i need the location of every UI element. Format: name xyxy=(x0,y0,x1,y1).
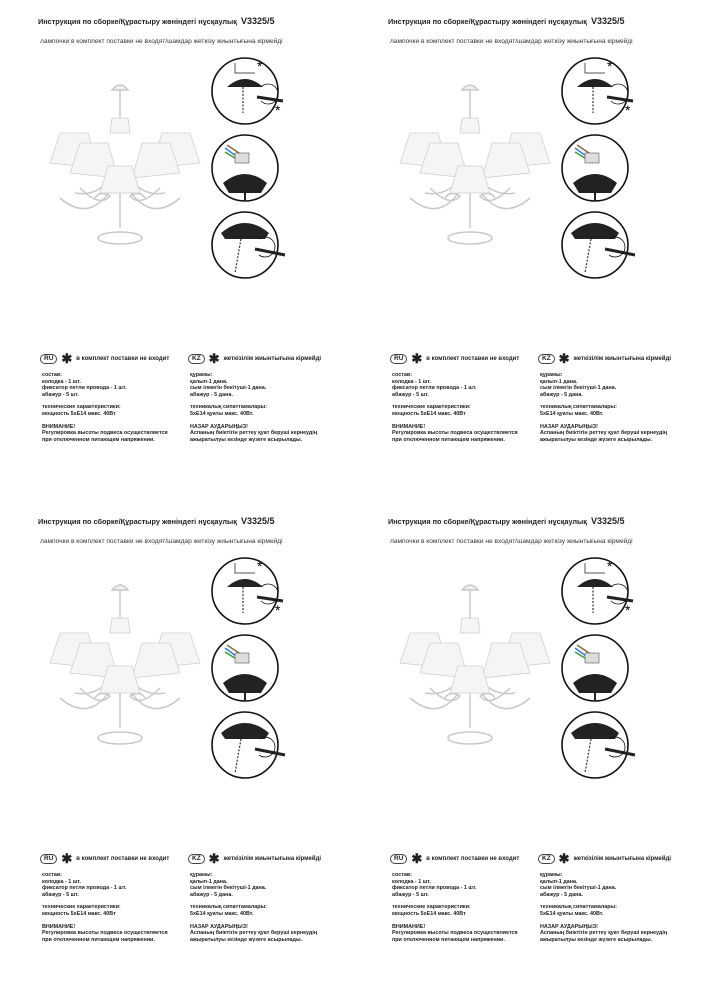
kz-note xyxy=(538,351,672,366)
ru-star-note: в комплект поставки не входит xyxy=(76,356,170,362)
spec-line: технические характеристики: xyxy=(42,404,121,411)
ceiling-hook-icon xyxy=(562,58,633,124)
spec-line: қалып-1 дана. xyxy=(190,878,228,885)
spec-line: абажур - 5 шт. xyxy=(42,391,79,398)
spec-line: құрамы: xyxy=(190,872,213,878)
svg-text:*: * xyxy=(607,58,613,74)
sheet-subtitle: лампочки в комплект поставки не входят/шамдар жеткізу жиынтығына кірмейді xyxy=(40,538,283,545)
ru-badge: RU xyxy=(390,354,407,364)
spec-line: при отключенном питающем напряжении. xyxy=(42,436,155,443)
ru-badge: RU xyxy=(40,854,57,864)
spec-line: состав: xyxy=(42,872,62,878)
ru-badge: RU xyxy=(390,854,407,864)
warning-title: ВНИМАНИЕ! xyxy=(392,423,426,430)
svg-text:*: * xyxy=(275,102,281,118)
kz-specs xyxy=(190,872,317,943)
ru-star-note: в комплект поставки не входит xyxy=(76,856,170,862)
spec-line: қалып-1 дана. xyxy=(540,878,578,885)
kz-specs xyxy=(190,372,317,443)
spec-line: абажур - 5 дана. xyxy=(190,391,233,398)
asterisk-icon: ✱ xyxy=(61,351,73,366)
spec-line: сым ілмегін бекітуші-1 дана. xyxy=(540,885,617,892)
assembly-steps xyxy=(555,53,645,283)
warning-title: НАЗАР АУДАРЫҢЫЗ! xyxy=(540,923,598,930)
spec-line: состав: xyxy=(392,872,412,878)
sheet-title: Инструкция по сборке/Құрастыру жөніндегі нұсқаулық V3325/5 xyxy=(38,516,275,526)
spec-line: 5хЕ14 қуаты макс. 40Вт. xyxy=(540,910,604,917)
spec-line: абажур - 5 дана. xyxy=(540,391,583,398)
spec-line: Регулировка высоты подвеса осуществляется xyxy=(42,930,168,937)
kz-star-note: жеткізілім жиынтығына кірмейді xyxy=(573,356,672,362)
ru-specs xyxy=(42,872,168,943)
spec-line: состав: xyxy=(42,372,62,378)
instruction-sheet xyxy=(360,8,705,498)
warning-title: НАЗАР АУДАРЫҢЫЗ! xyxy=(540,423,598,430)
spec-line: сым ілмегін бекітуші-1 дана. xyxy=(540,385,617,392)
kz-badge: KZ xyxy=(538,354,555,364)
spec-line: Регулировка высоты подвеса осуществляется xyxy=(42,430,168,437)
svg-text:*: * xyxy=(257,558,263,574)
spec-line: абажур - 5 дана. xyxy=(190,891,233,898)
svg-text:*: * xyxy=(257,58,263,74)
sheet-title: Инструкция по сборке/Құрастыру жөніндегі нұсқаулық V3325/5 xyxy=(38,16,275,26)
ceiling-hook-icon xyxy=(212,558,283,624)
spec-line: абажур - 5 дана. xyxy=(540,891,583,898)
spec-line: ажыратылуы кезінде жүзеге асырылады. xyxy=(190,936,303,943)
svg-text:*: * xyxy=(625,102,631,118)
spec-line: абажур - 5 шт. xyxy=(392,391,429,398)
kz-badge: KZ xyxy=(538,854,555,864)
canopy-twist-icon xyxy=(562,212,635,278)
wire-connection-icon xyxy=(212,135,278,201)
spec-line: Аспаның биіктігін реттеу қуат беруші кернеудің xyxy=(190,930,318,937)
spec-line: фиксатор петли провода - 1 шт. xyxy=(392,385,477,392)
assembly-steps xyxy=(205,53,295,283)
spec-line: мощность 5хЕ14 макс. 40Вт xyxy=(392,910,466,917)
warning-title: НАЗАР АУДАРЫҢЫЗ! xyxy=(190,423,248,430)
instruction-sheet xyxy=(360,508,705,998)
kz-specs xyxy=(540,872,667,943)
canopy-twist-icon xyxy=(562,712,635,778)
spec-line: состав: xyxy=(392,372,412,378)
kz-star-note: жеткізілім жиынтығына кірмейді xyxy=(223,356,322,362)
asterisk-icon: ✱ xyxy=(558,851,570,866)
chandelier-illustration xyxy=(40,78,210,258)
svg-text:*: * xyxy=(275,602,281,618)
spec-line: техникалық сипаттамалары: xyxy=(190,404,267,411)
warning-title: ВНИМАНИЕ! xyxy=(392,923,426,930)
spec-line: құрамы: xyxy=(190,372,213,378)
model-code: V3325/5 xyxy=(590,16,625,26)
wire-connection-icon xyxy=(212,635,278,701)
ru-specs xyxy=(392,872,518,943)
spec-line: сым ілмегін бекітуші-1 дана. xyxy=(190,385,267,392)
spec-line: колодка - 1 шт. xyxy=(392,878,431,885)
chandelier-illustration xyxy=(40,578,210,758)
spec-line: құрамы: xyxy=(540,372,563,378)
canopy-twist-icon xyxy=(212,212,285,278)
kz-badge: KZ xyxy=(188,854,205,864)
spec-line: мощность 5хЕ14 макс. 40Вт xyxy=(42,410,116,417)
sheet-subtitle: лампочки в комплект поставки не входят/шамдар жеткізу жиынтығына кірмейді xyxy=(40,38,283,45)
spec-line: колодка - 1 шт. xyxy=(42,378,81,385)
instruction-sheet xyxy=(10,508,355,998)
spec-line: қалып-1 дана. xyxy=(540,378,578,385)
kz-star-note: жеткізілім жиынтығына кірмейді xyxy=(223,856,322,862)
kz-note xyxy=(188,351,322,366)
ru-specs xyxy=(42,372,168,443)
kz-note xyxy=(188,851,322,866)
chandelier-illustration xyxy=(390,578,560,758)
spec-line: мощность 5хЕ14 макс. 40Вт xyxy=(392,410,466,417)
spec-line: 5хЕ14 қуаты макс. 40Вт. xyxy=(190,910,254,917)
asterisk-icon: ✱ xyxy=(558,351,570,366)
asterisk-icon: ✱ xyxy=(208,351,220,366)
spec-line: 5хЕ14 қуаты макс. 40Вт. xyxy=(540,410,604,417)
warning-title: НАЗАР АУДАРЫҢЫЗ! xyxy=(190,923,248,930)
wire-connection-icon xyxy=(562,635,628,701)
sheet-title: Инструкция по сборке/Құрастыру жөніндегі нұсқаулық V3325/5 xyxy=(388,516,625,526)
assembly-steps xyxy=(205,553,295,783)
model-code: V3325/5 xyxy=(240,16,275,26)
spec-line: ажыратылуы кезінде жүзеге асырылады. xyxy=(190,436,303,443)
ru-note xyxy=(40,851,170,866)
spec-line: Аспаның биіктігін реттеу қуат беруші кернеудің xyxy=(540,930,668,937)
assembly-steps xyxy=(555,553,645,783)
svg-text:*: * xyxy=(607,558,613,574)
spec-line: фиксатор петли провода - 1 шт. xyxy=(392,885,477,892)
spec-line: ажыратылуы кезінде жүзеге асырылады. xyxy=(540,436,653,443)
sheet-subtitle: лампочки в комплект поставки не входят/шамдар жеткізу жиынтығына кірмейді xyxy=(390,38,633,45)
ru-note xyxy=(40,351,170,366)
spec-line: Аспаның биіктігін реттеу қуат беруші кернеудің xyxy=(190,430,318,437)
ru-badge: RU xyxy=(40,354,57,364)
spec-line: фиксатор петли провода - 1 шт. xyxy=(42,885,127,892)
warning-title: ВНИМАНИЕ! xyxy=(42,923,76,930)
ru-star-note: в комплект поставки не входит xyxy=(426,356,520,362)
asterisk-icon: ✱ xyxy=(208,851,220,866)
kz-star-note: жеткізілім жиынтығына кірмейді xyxy=(573,856,672,862)
spec-line: техникалық сипаттамалары: xyxy=(540,404,617,411)
spec-line: мощность 5хЕ14 макс. 40Вт xyxy=(42,910,116,917)
svg-text:*: * xyxy=(625,602,631,618)
ru-star-note: в комплект поставки не входит xyxy=(426,856,520,862)
spec-line: техникалық сипаттамалары: xyxy=(540,904,617,911)
asterisk-icon: ✱ xyxy=(411,351,423,366)
spec-line: колодка - 1 шт. xyxy=(42,878,81,885)
spec-line: при отключенном питающем напряжении. xyxy=(42,936,155,943)
model-code: V3325/5 xyxy=(240,516,275,526)
spec-line: құрамы: xyxy=(540,872,563,878)
spec-line: абажур - 5 шт. xyxy=(42,891,79,898)
asterisk-icon: ✱ xyxy=(411,851,423,866)
spec-line: ажыратылуы кезінде жүзеге асырылады. xyxy=(540,936,653,943)
ru-specs xyxy=(392,372,518,443)
spec-line: Регулировка высоты подвеса осуществляется xyxy=(392,430,518,437)
ceiling-hook-icon xyxy=(212,58,283,124)
warning-title: ВНИМАНИЕ! xyxy=(42,423,76,430)
spec-line: 5хЕ14 қуаты макс. 40Вт. xyxy=(190,410,254,417)
spec-line: фиксатор петли провода - 1 шт. xyxy=(42,385,127,392)
spec-line: технические характеристики: xyxy=(392,904,471,911)
kz-badge: KZ xyxy=(188,354,205,364)
chandelier-illustration xyxy=(390,78,560,258)
spec-line: Аспаның биіктігін реттеу қуат беруші кернеудің xyxy=(540,430,668,437)
asterisk-icon: ✱ xyxy=(61,851,73,866)
spec-line: колодка - 1 шт. xyxy=(392,378,431,385)
spec-line: қалып-1 дана. xyxy=(190,378,228,385)
kz-note xyxy=(538,851,672,866)
spec-line: Регулировка высоты подвеса осуществляется xyxy=(392,930,518,937)
spec-line: технические характеристики: xyxy=(392,404,471,411)
spec-line: абажур - 5 шт. xyxy=(392,891,429,898)
ru-note xyxy=(390,851,520,866)
spec-line: при отключенном питающем напряжении. xyxy=(392,436,505,443)
spec-line: техникалық сипаттамалары: xyxy=(190,904,267,911)
spec-line: сым ілмегін бекітуші-1 дана. xyxy=(190,885,267,892)
instruction-sheet xyxy=(10,8,355,498)
canopy-twist-icon xyxy=(212,712,285,778)
kz-specs xyxy=(540,372,667,443)
spec-line: технические характеристики: xyxy=(42,904,121,911)
spec-line: при отключенном питающем напряжении. xyxy=(392,936,505,943)
sheet-subtitle: лампочки в комплект поставки не входят/шамдар жеткізу жиынтығына кірмейді xyxy=(390,538,633,545)
wire-connection-icon xyxy=(562,135,628,201)
ru-note xyxy=(390,351,520,366)
sheet-title: Инструкция по сборке/Құрастыру жөніндегі нұсқаулық V3325/5 xyxy=(388,16,625,26)
model-code: V3325/5 xyxy=(590,516,625,526)
ceiling-hook-icon xyxy=(562,558,633,624)
